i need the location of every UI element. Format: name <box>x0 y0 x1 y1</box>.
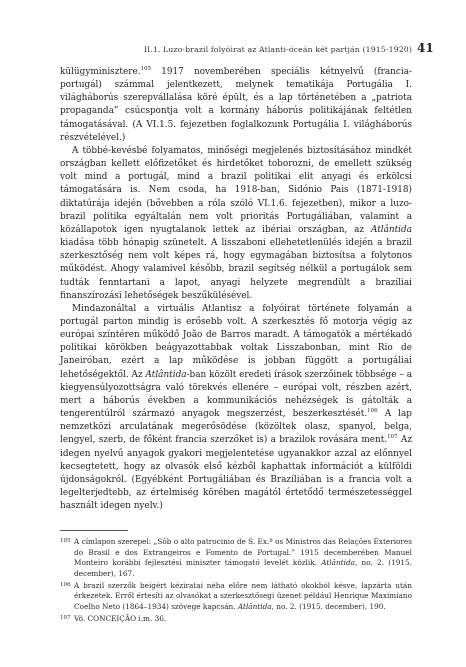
footnote-number: 105 <box>60 538 71 544</box>
text-run: A lap nemzetközi arculatának megerősödése (közöltek olasz, spanyol, belga, lengyel, szerb, de főként francia szerzőket is) a brazilok rovására ment. <box>60 409 412 446</box>
text-run: -ban közölt eredeti írások szerzőinek többsége – a kiegyensúlyozottságra való törekvés ellenére – európai volt, részben azért, mert a háborús években a kommunikációs nehézségek is gátolták a tengerentúlról származó anyagok megszerzést, beszerkesztését. <box>60 369 412 420</box>
text-run: 1917 novemberében speciális kétnyelvű (francia-portugál) számmal jelentkezett, melynek tematikája Portugália I. világháborús szerepvállalása köré épült, és a lap történetében a „patriota propaganda” csúcspontja volt a kormány háborús politikájának feltétlen támogatásával. (A VI.1.5. fejezetben foglalkozunk Portugália I. világháborús részvételével.) <box>60 67 412 143</box>
text-run: Vö. CONCEIÇÃO i.m. 36. <box>74 614 167 624</box>
text-run: Az idegen nyelvű anyagok gyakori megjelentetése ugyanakkor azzal az előnnyel kecsegtetett, hogy az olvasók első kézből kaphattak információt a külföldi újdonságokról. (Egyébként Portugáliában és Brazíliában is a francia volt a legelterjedtebb, az értelmiség körében magától értetődő természetességgel használt idegen nyelv.) <box>60 435 412 512</box>
text-run: kiadása több hónapig szünetelt. A lisszaboni ellehetetlenülés idején a brazil szerkesztőség nem volt képes rá, hogy egymagában biztosítsa a folytonos működést. Ahogy valamivel később, brazil segítség nélkül a portugálok sem tudták fenntartani a lapot, anyagi helyzete megrendült a brazíliai finanszírozási lehetőségek beszűkülésével. <box>60 238 412 301</box>
footnote-107 <box>60 614 412 625</box>
italic-title: Atlântida <box>145 369 187 380</box>
paragraph-2 <box>60 145 412 303</box>
footnote-text <box>74 614 412 625</box>
italic-title: Atlântida <box>370 224 412 235</box>
footnote-ref-107[interactable]: 107 <box>387 434 398 441</box>
paragraph-1 <box>60 66 412 145</box>
text-run: , no. 2. (1915. december), 167. <box>74 558 412 578</box>
text-run: A többé-kevésbé folyamatos, minőségi megjelenés biztosításához mindkét országban kellett előfizetőket és hirdetőket toborozni, de emellett szükség volt mind a portugál, mind a brazil politikai elit anyagi és erkölcsi támogatására is. Nem csoda, ha 1918-ban, Sidónio Pais (1871-1918) diktatúrája idején (bővebben a róla szóló VI.1.6. fejezetben), mikor a luzo-brazil politika egyáltalán nem volt prioritás Portugáliában, valamint a közállapotok igen nyugtalanok lettek az ibériai országban, az <box>60 145 412 235</box>
footnote-105 <box>60 537 412 579</box>
italic-title: Atlântida <box>237 602 272 612</box>
footnote-106 <box>60 581 412 613</box>
footnote-divider <box>60 530 128 531</box>
page-number: 41 <box>417 41 434 55</box>
paragraph-3 <box>60 303 412 514</box>
text-run: Mindazonáltal a virtuális Atlantisz a folyóirat története folyamán a portugál parton mindig is erősebb volt. A szerkesztés fő motorja végig az európai színtéren működő João de Barros maradt. A támogatók a mértékadó politikai körökben beágyazottabbak voltak Lisszabonban, mint Rio de Janeiróban, ezért a lap működése is jobban függött a portugáliai lehetőségektől. Az <box>60 303 412 380</box>
italic-title: Atlântida <box>321 558 355 568</box>
footnote-number: 107 <box>60 615 71 622</box>
running-head: II.1. Luzo-brazil folyóirat az Atlanti-óceán két partján (1915-1920) <box>143 45 412 54</box>
text-run: külügyminisztere. <box>60 67 141 77</box>
footnote-ref-106[interactable]: 106 <box>367 408 378 415</box>
footnote-text <box>74 581 412 613</box>
text-run: , no. 2. (1915. december), 190. <box>271 602 386 612</box>
footnotes <box>60 537 412 626</box>
text-run: A brazil szerzők beígért kéziratai néha előre nem látható okokból késve, lapzárta után érkezetek. Erről értesíti az olvasókat a szerkesztősegi üzenet például Henrique Maximiano Coelho Neto (1864–1934) szövege kapcsán. <box>74 580 412 612</box>
footnote-text <box>74 537 412 579</box>
body-text <box>60 66 412 513</box>
footnote-ref-105[interactable]: 105 <box>140 66 152 73</box>
text-run: A címlapon szerepel: „Sôb o alto patrocinio de S. Ex.ª os Ministros das Relações Exteriores do Brasil e dos Extrangeiros e Fomento de Portugal.” 1915 decemberében Manuel Monteiro korábbi fejlesztési miniszter támogató levelét közlik. <box>74 537 412 568</box>
footnote-number: 106 <box>60 581 71 588</box>
